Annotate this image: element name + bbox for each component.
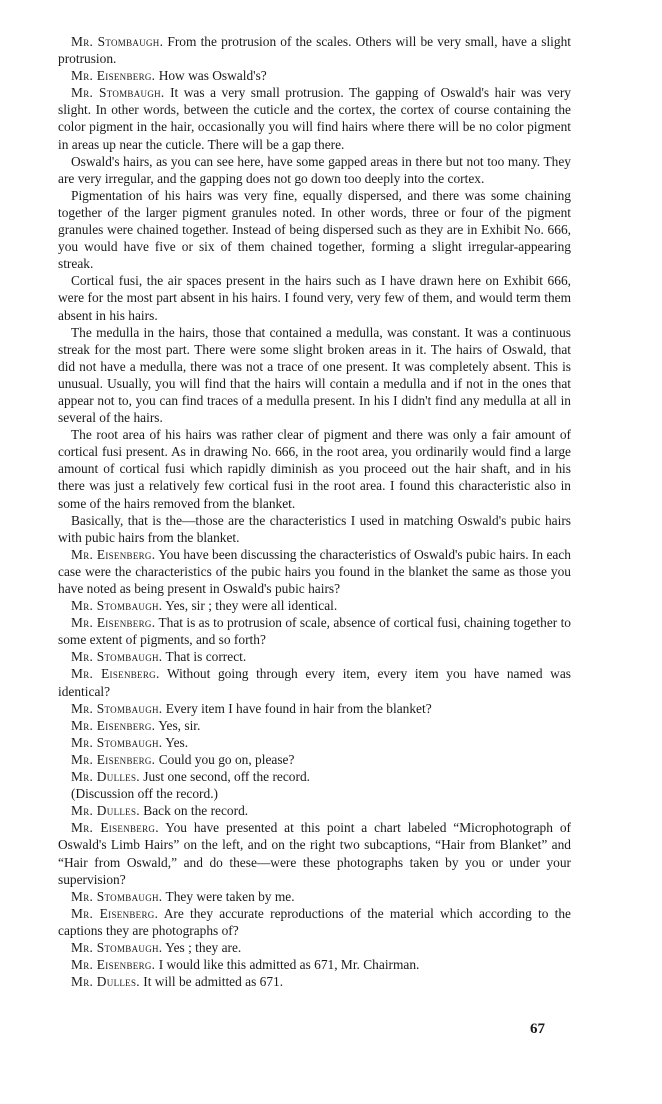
paragraph-text: Are they accurate reproductions of the material which according to the captions they are photographs of? (58, 905, 571, 938)
paragraph (58, 734, 571, 751)
speaker-name: Mr. Stombaugh. (71, 700, 163, 716)
paragraph (58, 648, 571, 665)
paragraph-text: Just one second, off the record. (139, 769, 310, 785)
paragraph (58, 819, 571, 887)
speaker-name: Mr. Dulles. (71, 769, 140, 785)
paragraph-text: Cortical fusi, the air spaces present in the hairs such as I have drawn here on Exhibit 666, were for the most part absent in his hairs. I found very, very few of them, and would term them absent in his hairs. (58, 273, 571, 323)
speaker-name: Mr. Eisenberg. (71, 751, 156, 767)
paragraph (58, 768, 571, 785)
paragraph (58, 717, 571, 734)
paragraph-text: That is correct. (162, 649, 247, 665)
paragraph (58, 84, 571, 152)
speaker-name: Mr. Stombaugh. (71, 939, 163, 955)
paragraph-text: It will be admitted as 671. (139, 974, 284, 990)
paragraph (58, 785, 571, 802)
paragraph-text: From the protrusion of the scales. Others will be very small, have a slight protrusion. (58, 34, 571, 67)
paragraph-text: Back on the record. (139, 803, 249, 819)
paragraph-text: Every item I have found in hair from the blanket? (162, 700, 432, 716)
speaker-name: Mr. Stombaugh. (71, 85, 165, 101)
paragraph-text: You have been discussing the characteristics of Oswald's pubic hairs. In each case were the characteristics of the pubic hairs you found in the blanket the same as those you have noted as being present in Oswald's pubic hairs? (58, 546, 571, 596)
paragraph (58, 426, 571, 511)
paragraph (58, 187, 571, 272)
speaker-name: Mr. Stombaugh. (71, 649, 163, 665)
paragraph (58, 973, 571, 990)
paragraph-text: Yes ; they are. (162, 939, 242, 955)
paragraph-text: Pigmentation of his hairs was very fine, equally dispersed, and there was some chaining together of the larger pigment granules noted. In other words, three or four of the pigment granules were chained together. Instead of being dispersed such as they are in Exhibit No. 666, you would have five or six of them chained together, forming a slight irregular-appearing streak. (58, 187, 571, 272)
paragraph (58, 324, 571, 427)
transcript-body (58, 33, 571, 990)
speaker-name: Mr. Stombaugh. (71, 34, 164, 49)
paragraph-text: Yes, sir. (155, 717, 201, 733)
paragraph-text: Basically, that is the—those are the characteristics I used in matching Oswald's pubic hairs with pubic hairs from the blanket. (58, 512, 571, 545)
paragraph (58, 153, 571, 187)
speaker-name: Mr. Eisenberg. (71, 820, 159, 836)
paragraph-text: Yes, sir ; they were all identical. (162, 598, 338, 614)
speaker-name: Mr. Eisenberg. (71, 615, 156, 631)
speaker-name: Mr. Dulles. (71, 803, 140, 819)
paragraph (58, 614, 571, 648)
paragraph (58, 67, 571, 84)
paragraph-text: That is as to protrusion of scale, absence of cortical fusi, chaining together to some extent of pigments, and so forth? (58, 615, 572, 648)
paragraph (58, 546, 571, 597)
speaker-name: Mr. Dulles. (71, 974, 140, 990)
speaker-name: Mr. Stombaugh. (71, 888, 163, 904)
paragraph-text: It was a very small protrusion. The gapping of Oswald's hair was very slight. In other words, between the cuticle and the cortex, the cortex of course containing the color pigment in the hair, occasionally you will find hairs where there will be no color pigment in areas up near the cuticle. There will be a gap there. (58, 85, 572, 152)
paragraph-text: You have presented at this point a chart labeled “Microphotograph of Oswald's Limb Hairs” on the left, and on the right two subcaptions, “Hair from Blanket” and “Hair from Oswald,” and do these—were these photographs taken by you or under your supervision? (58, 820, 571, 887)
speaker-name: Mr. Eisenberg. (71, 546, 156, 562)
paragraph (58, 597, 571, 614)
paragraph-text: They were taken by me. (162, 888, 295, 904)
paragraph-text: The medulla in the hairs, those that contained a medulla, was constant. It was a continuous streak for the most part. There were some slight broken areas in it. The hairs of Oswald, that did not have a medulla, there was not a trace of one present. It was completely absent. This is unusual. Usually, you will find that the hairs will contain a medulla and if not in the ones that appear not to, you can find traces of a medulla present. In his I didn't find any medulla at all in several of the hairs. (58, 324, 571, 426)
paragraph (58, 905, 571, 939)
paragraph (58, 512, 571, 546)
paragraph-text: Oswald's hairs, as you can see here, have some gapped areas in there but not too many. They are very irregular, and the gapping does not go down too deeply into the cortex. (58, 153, 571, 186)
paragraph (58, 272, 571, 323)
paragraph (58, 751, 571, 768)
speaker-name: Mr. Stombaugh. (71, 598, 163, 614)
speaker-name: Mr. Eisenberg. (71, 905, 159, 921)
paragraph-text: I would like this admitted as 671, Mr. Chairman. (155, 957, 420, 973)
paragraph (58, 700, 571, 717)
speaker-name: Mr. Eisenberg. (71, 68, 156, 84)
paragraph-text: Yes. (162, 734, 189, 750)
paragraph-text: The root area of his hairs was rather clear of pigment and there was only a fair amount of cortical fusi present. As in drawing No. 666, in the root area, you ordinarily would find a large amount of cortical fusi which rapidly diminish as you proceed out the hair shaft, and in his there was just a relatively few cortical fusi in the root area. I found this characteristic also in some of the hairs removed from the blanket. (58, 427, 571, 511)
page-number: 67 (530, 1021, 545, 1037)
speaker-name: Mr. Eisenberg. (71, 717, 156, 733)
paragraph (58, 802, 571, 819)
paragraph-text: How was Oswald's? (155, 68, 267, 84)
speaker-name: Mr. Stombaugh. (71, 734, 163, 750)
paragraph-text: Could you go on, please? (155, 751, 295, 767)
paragraph (58, 939, 571, 956)
paragraph-text: (Discussion off the record.) (71, 786, 219, 802)
paragraph (58, 956, 571, 973)
speaker-name: Mr. Eisenberg. (71, 666, 160, 682)
speaker-name: Mr. Eisenberg. (71, 957, 156, 973)
paragraph (58, 665, 571, 699)
paragraph-text: Without going through every item, every item you have named was identical? (58, 666, 571, 699)
paragraph (58, 888, 571, 905)
paragraph (58, 33, 571, 67)
